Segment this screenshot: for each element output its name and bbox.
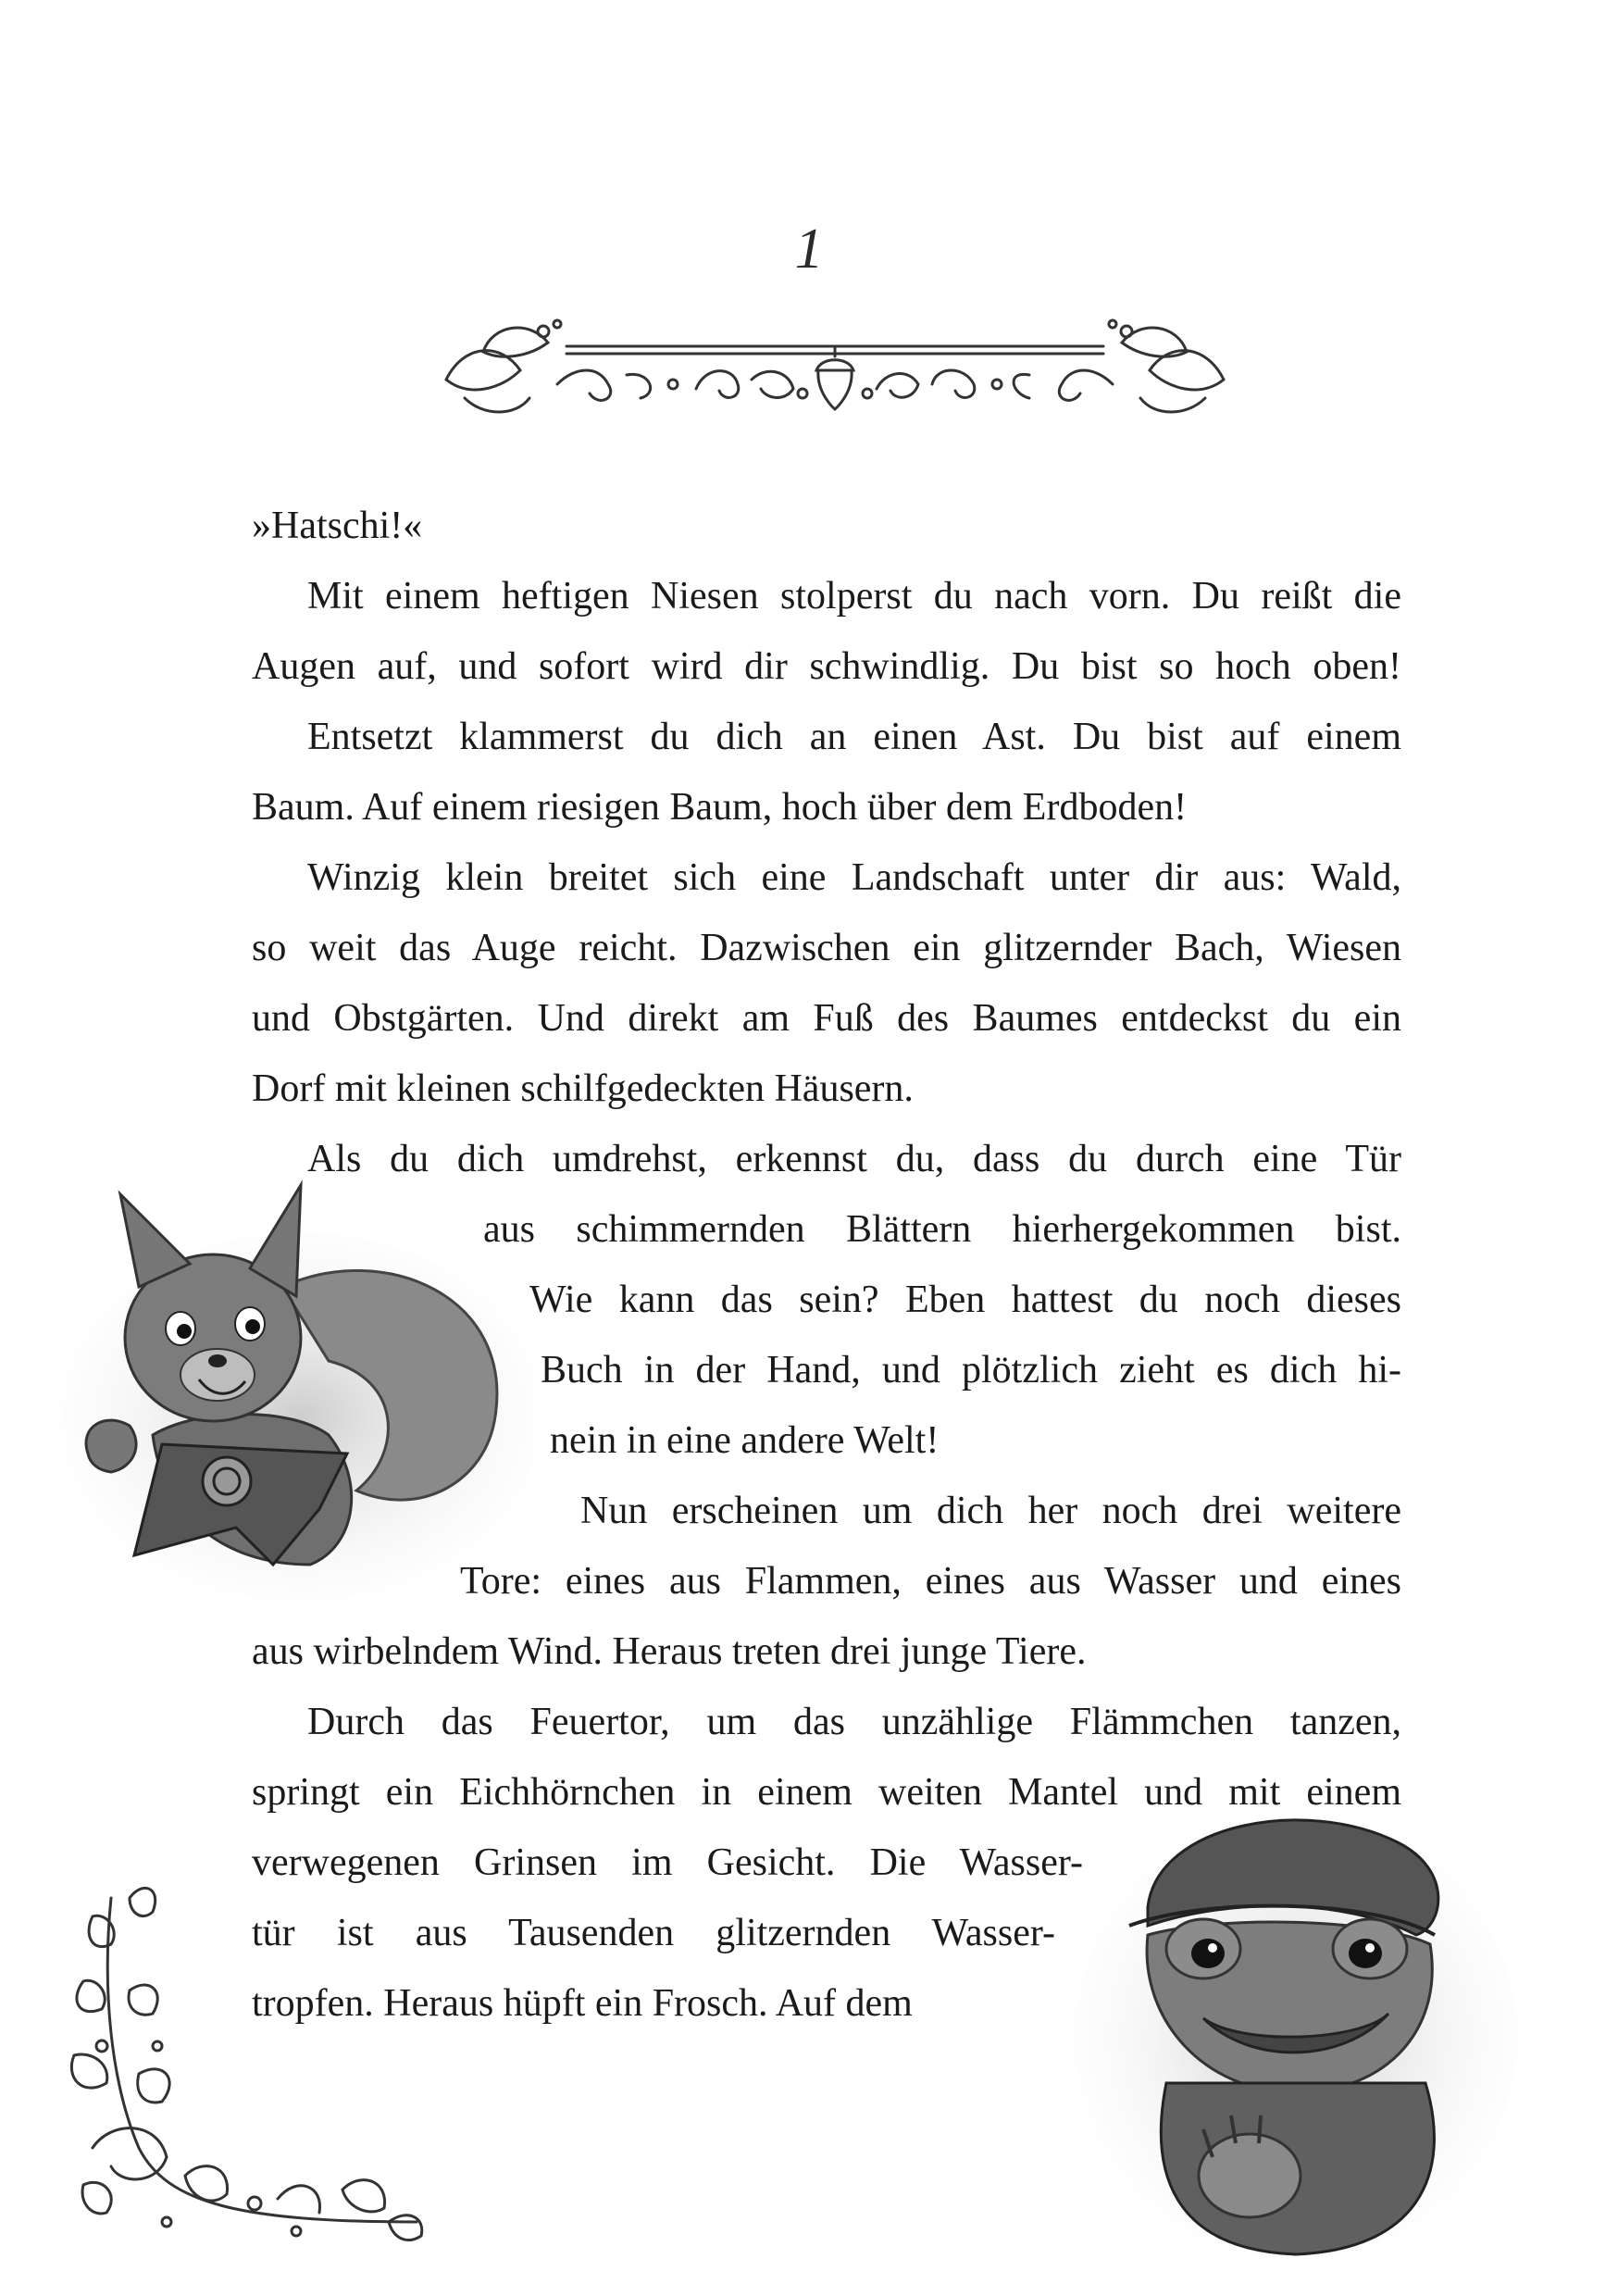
paragraph-line: Baum. Auf einem riesigen Baum, hoch über dem Erdboden! [252, 786, 1188, 829]
paragraph-line: tür ist aus Tausenden glitzernden Wasser- [252, 1912, 1055, 1954]
paragraph-line: springt ein Eichhörnchen in einem weiten Mantel und mit einem [252, 1771, 1401, 1814]
paragraph-line: Nun erscheinen um dich her noch drei weitere [580, 1490, 1401, 1532]
paragraph-line: Dorf mit kleinen schilfgedeckten Häusern. [252, 1067, 914, 1110]
paragraph-line: Als du dich umdrehst, erkennst du, dass du durch eine Tür [307, 1138, 1401, 1180]
paragraph-line: Mit einem heftigen Niesen stolperst du nach vorn. Du reißt die [307, 575, 1401, 618]
paragraph-line: Durch das Feuertor, um das unzählige Flämmchen tanzen, [307, 1701, 1401, 1743]
paragraph-line: Buch in der Hand, und plötzlich zieht es dich hi- [541, 1349, 1401, 1391]
squirrel-illustration [51, 1176, 532, 1602]
paragraph-line: »Hatschi!« [252, 505, 423, 547]
paragraph-line: Tore: eines aus Flammen, eines aus Wasser und eines [460, 1560, 1401, 1603]
paragraph-line: Wie kann das sein? Eben hattest du noch dieses [529, 1279, 1401, 1321]
chapter-divider-ornament [428, 306, 1242, 426]
paragraph-line: nein in eine andere Welt! [550, 1419, 940, 1462]
paragraph-line: Augen auf, und sofort wird dir schwindlig. Du bist so hoch oben! [252, 645, 1401, 688]
paragraph-line: Entsetzt klammerst du dich an einen Ast. Du bist auf einem [307, 716, 1401, 758]
paragraph-line: tropfen. Heraus hüpft ein Frosch. Auf dem [252, 1982, 913, 2025]
corner-vine-ornament [56, 1879, 444, 2250]
paragraph-line: Winzig klein breitet sich eine Landschaft unter dir aus: Wald, [307, 856, 1401, 899]
paragraph-line: und Obstgärten. Und direkt am Fuß des Baumes entdeckst du ein [252, 997, 1401, 1040]
chapter-number: 1 [794, 218, 824, 281]
paragraph-line: verwegenen Grinsen im Gesicht. Die Wasser- [252, 1841, 1083, 1884]
paragraph-line: aus schimmernden Blättern hierhergekommen bist. [483, 1208, 1401, 1251]
frog-illustration [1064, 1787, 1527, 2268]
paragraph-line: so weit das Auge reicht. Dazwischen ein glitzernder Bach, Wiesen [252, 927, 1401, 969]
paragraph-line: aus wirbelndem Wind. Heraus treten drei junge Tiere. [252, 1630, 1087, 1673]
